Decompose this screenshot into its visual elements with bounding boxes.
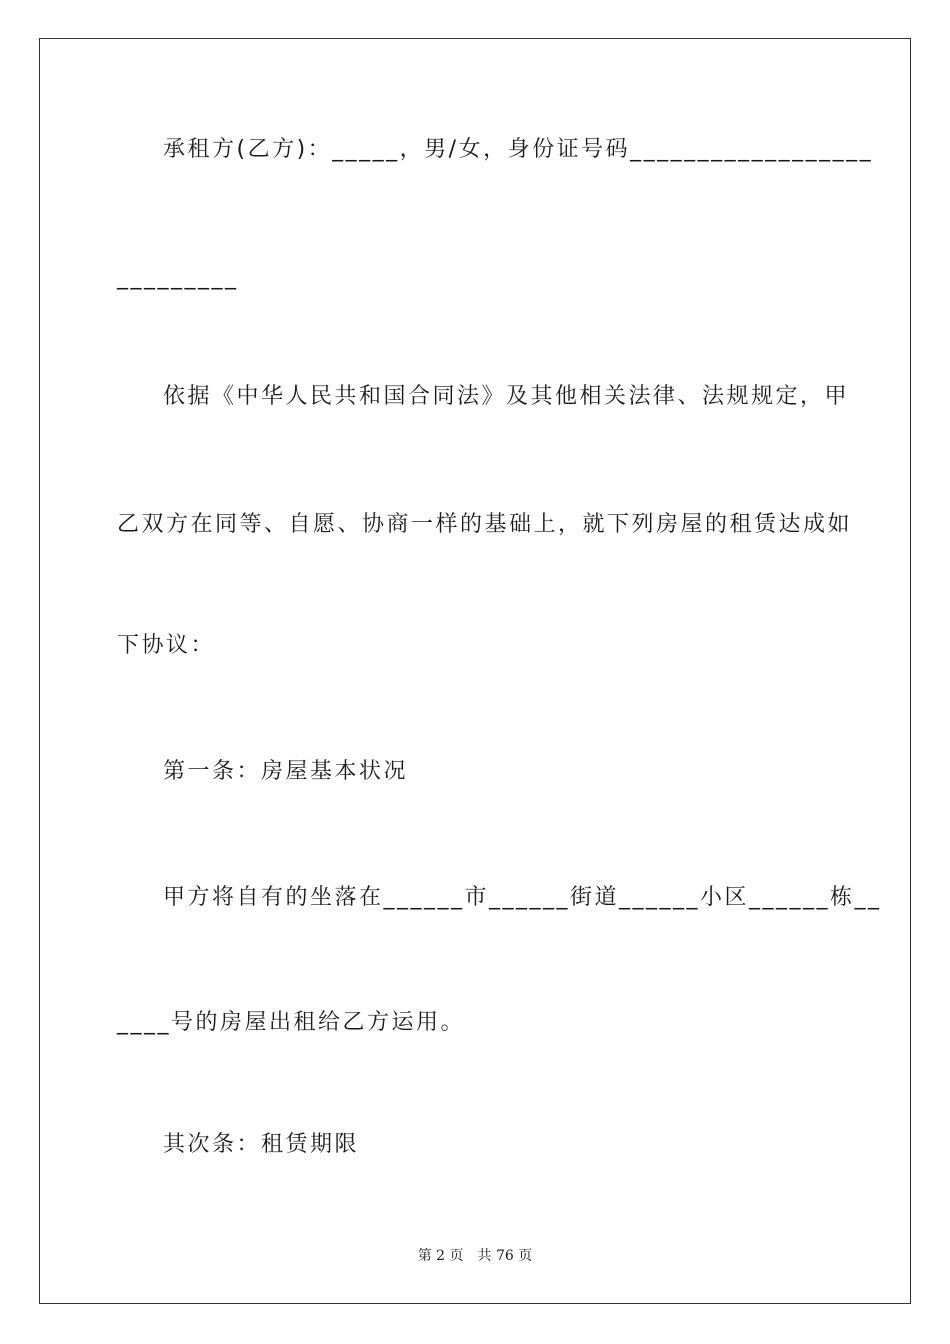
paragraph-basis-line-3: 下协议： <box>117 633 216 658</box>
property-location-line-2: ____号的房屋出租给乙方运用。 <box>117 1010 466 1035</box>
article-one-heading: 第一条：房屋基本状况 <box>163 759 409 784</box>
lessee-line: 承租方(乙方)：_____，男/女，身份证号码__________________ <box>163 137 874 162</box>
article-two-heading: 其次条：租赁期限 <box>163 1132 360 1157</box>
page-border <box>39 38 911 1304</box>
paragraph-basis-line-2: 乙双方在同等、自愿、协商一样的基础上，就下列房屋的租赁达成如 <box>117 512 853 537</box>
paragraph-basis-line-1: 依据《中华人民共和国合同法》及其他相关法律、法规规定，甲 <box>163 384 850 409</box>
id-number-continuation: _________ <box>117 265 239 290</box>
property-location-line-1: 甲方将自有的坐落在______市______街道______小区______栋__ <box>163 885 882 910</box>
page-number-footer: 第 2 页 共 76 页 <box>417 1248 533 1264</box>
